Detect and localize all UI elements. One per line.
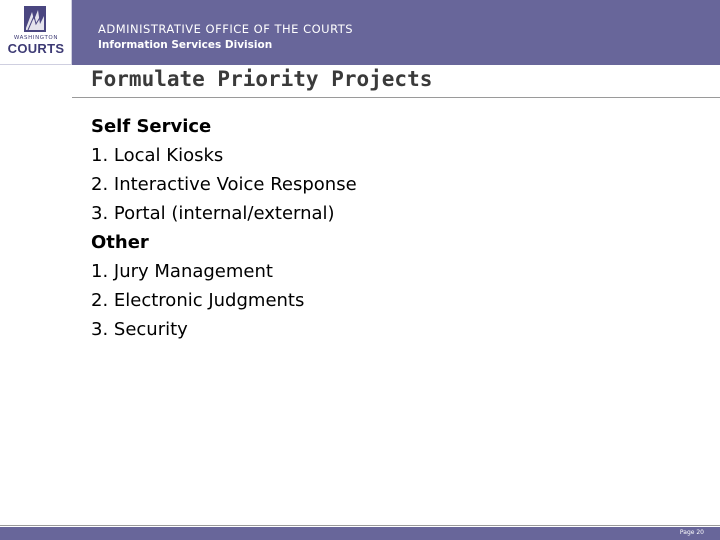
section-heading-other: Other <box>91 232 149 253</box>
footer-divider <box>0 525 720 526</box>
page-number: Page 20 <box>679 529 704 536</box>
division-subtitle: Information Services Division <box>98 39 273 51</box>
section-heading-self-service: Self Service <box>91 116 212 137</box>
list-item: 3. Security <box>91 319 188 340</box>
washington-courts-logo <box>0 0 72 65</box>
header-bar <box>0 0 720 65</box>
title-area <box>72 65 720 98</box>
slide-title: Formulate Priority Projects <box>91 67 433 91</box>
list-item: 1. Local Kiosks <box>91 145 224 166</box>
list-item: 2. Electronic Judgments <box>91 290 305 311</box>
office-title: ADMINISTRATIVE OFFICE OF THE COURTS <box>98 22 354 36</box>
logo-state-text: WASHINGTON <box>13 35 59 41</box>
logo-courts-text: COURTS <box>7 41 65 56</box>
list-item: 2. Interactive Voice Response <box>91 174 357 195</box>
footer-bar <box>0 527 720 540</box>
list-item: 1. Jury Management <box>91 261 273 282</box>
slide-content <box>91 112 357 344</box>
courts-emblem-icon <box>24 6 46 32</box>
list-item: 3. Portal (internal/external) <box>91 203 335 224</box>
